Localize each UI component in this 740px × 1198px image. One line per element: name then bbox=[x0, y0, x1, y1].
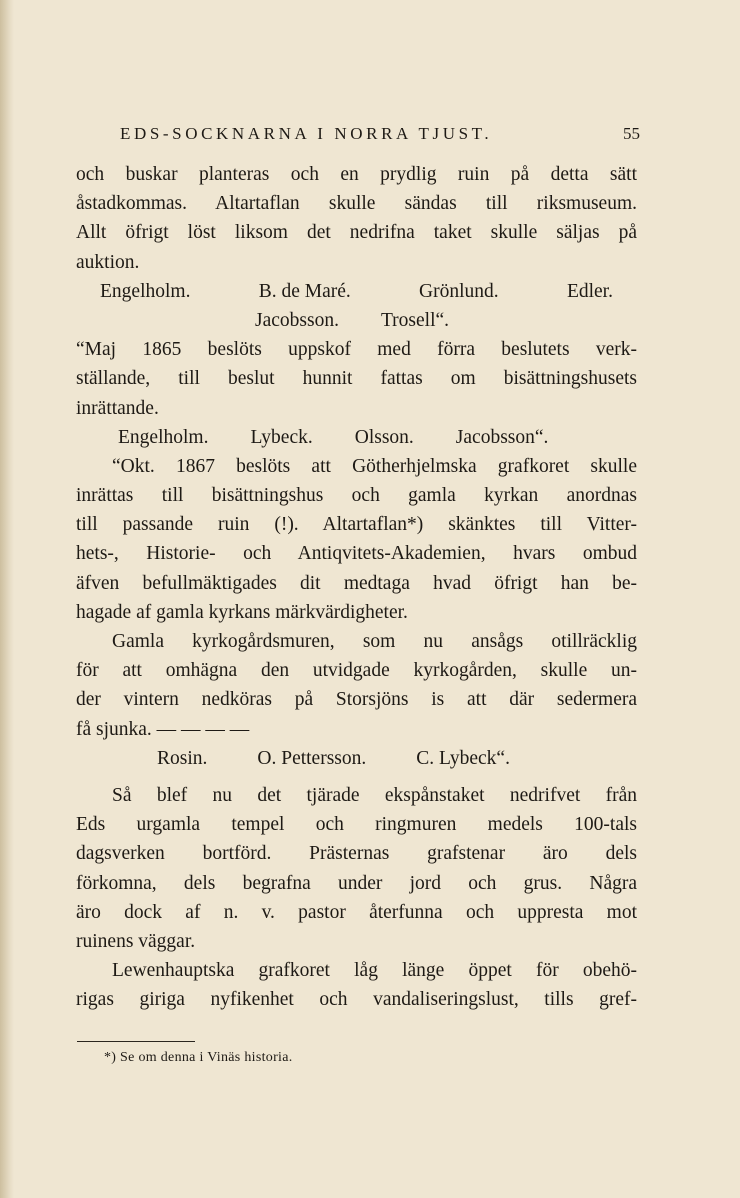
signature-name: Rosin. bbox=[157, 747, 208, 769]
signature-line bbox=[76, 306, 637, 335]
text-line: Lewenhauptska grafkoret låg länge öppet för obehö- bbox=[112, 960, 637, 982]
text-line: få sjunka. — — — — bbox=[76, 718, 250, 740]
text-line: ställande, till beslut hunnit fattas om bisättningshusets bbox=[76, 368, 637, 390]
page-edge-shadow bbox=[0, 0, 14, 1198]
text-line: till passande ruin (!). Altartaflan*) skänktes till Vitter- bbox=[76, 514, 637, 536]
signature-name: Olsson. bbox=[354, 426, 414, 448]
text-line: ruinens väggar. bbox=[76, 930, 196, 952]
page-number: 55 bbox=[623, 124, 640, 143]
text-line: auktion. bbox=[76, 251, 140, 273]
footnote-rule bbox=[77, 1041, 195, 1042]
text-line: äfven befullmäktigades dit medtaga hvad öfrigt han be- bbox=[76, 572, 637, 594]
signature-name: Engelholm. bbox=[118, 426, 209, 448]
text-line: Allt öfrigt löst liksom det nedrifna taket skulle säljas på bbox=[76, 222, 637, 244]
signature-name: Lybeck. bbox=[250, 426, 313, 448]
signature-name: Engelholm. bbox=[100, 280, 191, 302]
signature-name: Edler. bbox=[566, 280, 613, 302]
text-line: hets-, Historie- och Antiqvitets-Akademien, hvars ombud bbox=[76, 543, 637, 565]
text-line: inrättas till bisättningshus och gamla kyrkan anordnas bbox=[76, 485, 637, 507]
paragraph-gap bbox=[76, 773, 637, 781]
text-line: Eds urgamla tempel och ringmuren medels 100-tals bbox=[76, 814, 637, 836]
text-line: rigas giriga nyfikenhet och vandaliseringslust, tills gref- bbox=[76, 989, 637, 1011]
text-line: förkomna, dels begrafna under jord och grus. Några bbox=[76, 872, 637, 894]
text-line: Så blef nu det tjärade ekspånstaket nedrifvet från bbox=[112, 784, 637, 806]
signature-name: Jacobsson“. bbox=[455, 426, 549, 448]
text-line: inrättande. bbox=[76, 397, 159, 419]
text-line: äro dock af n. v. pastor återfunna och uppresta mot bbox=[76, 901, 637, 923]
text-line: Gamla kyrkogårdsmuren, som nu ansågs otillräcklig bbox=[112, 631, 637, 652]
signature-line bbox=[76, 423, 637, 452]
signature-name: Jacobsson. bbox=[255, 309, 339, 331]
signature-name: B. de Maré. bbox=[258, 280, 351, 302]
text-line: hagade af gamla kyrkans märkvärdigheter. bbox=[76, 601, 408, 623]
signature-name: Grönlund. bbox=[419, 280, 499, 302]
text-line: dagsverken bortförd. Prästernas grafstenar äro dels bbox=[76, 843, 637, 865]
text-line: “Okt. 1867 beslöts att Götherhjelmska grafkoret skulle bbox=[112, 455, 637, 477]
running-header bbox=[120, 124, 640, 144]
footnote: *) Se om denna i Vinäs historia. bbox=[104, 1050, 293, 1065]
text-line: åstadkommas. Altartaflan skulle sändas till riksmuseum. bbox=[76, 193, 637, 215]
signature-line bbox=[76, 744, 637, 773]
signature-line bbox=[76, 277, 637, 306]
text-line: och buskar planteras och en prydlig ruin på detta sätt bbox=[76, 164, 637, 185]
body-text bbox=[76, 160, 637, 1014]
header-title: EDS-SOCKNARNA I NORRA TJUST. bbox=[120, 124, 493, 143]
text-line: der vintern nedköras på Storsjöns is att där sedermera bbox=[76, 689, 637, 711]
text-line: “Maj 1865 beslöts uppskof med förra beslutets verk- bbox=[76, 339, 637, 361]
text-line: för att omhägna den utvidgade kyrkogården, skulle un- bbox=[76, 660, 637, 682]
signature-name: Trosell“. bbox=[380, 309, 450, 331]
signature-name: C. Lybeck“. bbox=[416, 747, 510, 769]
signature-name: O. Pettersson. bbox=[257, 747, 367, 769]
